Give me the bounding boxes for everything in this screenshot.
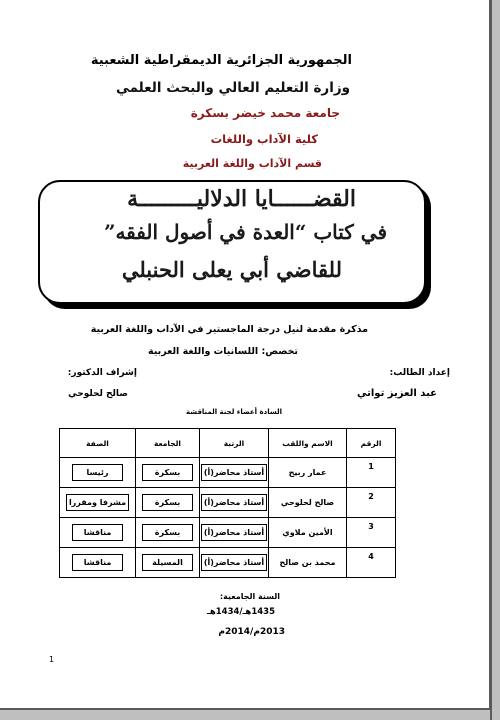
row-name: عمار ربيح (269, 458, 347, 488)
row-number-text: 1 (368, 462, 374, 471)
header-role: الصفة (60, 429, 136, 458)
row-university (136, 458, 200, 488)
header-number: الرقم (347, 429, 396, 458)
header-republic: الجمهورية الجزائرية الديمقراطية الشعبية (90, 53, 352, 68)
academic-year-label: السنة الجامعية: (219, 592, 280, 601)
row-number (347, 548, 396, 578)
table-row (60, 458, 396, 488)
title-line-3: للقاضي أبي يعلى الحنبلي (121, 257, 342, 282)
header-rank: الرتبة (200, 429, 269, 458)
memo-degree: مذكرة مقدمة لنيل درجة الماجستير في الآداب واللغة العربية (90, 324, 368, 335)
row-role-text: رئيسا (72, 464, 123, 481)
row-role (60, 518, 136, 548)
header-university: الجامعة (136, 429, 200, 458)
row-role-text: مشرفا ومقررا (66, 494, 129, 511)
title-box (38, 180, 426, 304)
row-role-text: مناقشا (72, 554, 123, 571)
row-university (136, 548, 200, 578)
row-rank (200, 458, 269, 488)
row-rank (200, 548, 269, 578)
header-name: الاسم واللقب (269, 429, 347, 458)
row-number (347, 488, 396, 518)
header-university: جامعة محمد خيضر بسكرة (190, 106, 340, 120)
title-line-2: في كتاب “العدة في أصول الفقه” (103, 220, 387, 244)
row-role (60, 488, 136, 518)
row-rank (200, 488, 269, 518)
row-name: صالح لحلوحي (269, 488, 347, 518)
committee-caption: السادة أعضاء لجنة المناقشة (185, 408, 282, 416)
title-line-1: القضــــــايا الدلاليـــــــــة (127, 186, 356, 212)
row-rank (200, 518, 269, 548)
row-role (60, 458, 136, 488)
row-name: محمد بن صالح (269, 548, 347, 578)
row-rank-text: أستاذ محاضر(أ) (201, 554, 267, 571)
prepared-by-label: إعداد الطالب: (389, 368, 450, 378)
row-rank-text: أستاذ محاضر(أ) (201, 464, 267, 481)
table-row (60, 518, 396, 548)
table-row (60, 488, 396, 518)
row-role (60, 548, 136, 578)
supervisor-name: صالح لحلوحي (68, 389, 128, 399)
table-row (60, 548, 396, 578)
header-ministry: وزارة التعليم العالي والبحث العلمي (115, 80, 350, 96)
row-number-text: 4 (368, 552, 374, 561)
header-faculty: كلية الآداب واللغات (210, 132, 318, 146)
committee-table (59, 428, 396, 578)
page-shadow-right (489, 0, 500, 720)
academic-year-hijri: 1435هـ/1434هـ (206, 607, 275, 617)
row-rank-text: أستاذ محاضر(أ) (201, 524, 267, 541)
row-role-text: مناقشا (72, 524, 123, 541)
header-department: قسم الآداب واللغة العربية (182, 157, 322, 170)
row-university-text: بسكرة (142, 524, 193, 541)
row-university-text: بسكرة (142, 464, 193, 481)
row-number-text: 2 (368, 492, 374, 501)
row-university-text: بسكرة (142, 494, 193, 511)
row-university (136, 488, 200, 518)
academic-year-gregorian: 2013م/2014م (218, 627, 285, 637)
row-university (136, 518, 200, 548)
row-rank-text: أستاذ محاضر(أ) (201, 494, 267, 511)
page-shadow-bottom (0, 708, 490, 720)
row-number (347, 518, 396, 548)
page-number: 1 (49, 655, 55, 664)
supervisor-label: إشراف الدكتور: (67, 368, 137, 378)
memo-specialty: تخصص: اللسانيات واللغة العربية (148, 346, 298, 357)
student-name: عبد العزيز تواتي (357, 388, 437, 399)
row-university-text: المسيلة (142, 554, 193, 571)
row-number (347, 458, 396, 488)
row-number-text: 3 (368, 522, 374, 531)
row-name: الأمين ملاوي (269, 518, 347, 548)
table-header-row (60, 429, 396, 458)
